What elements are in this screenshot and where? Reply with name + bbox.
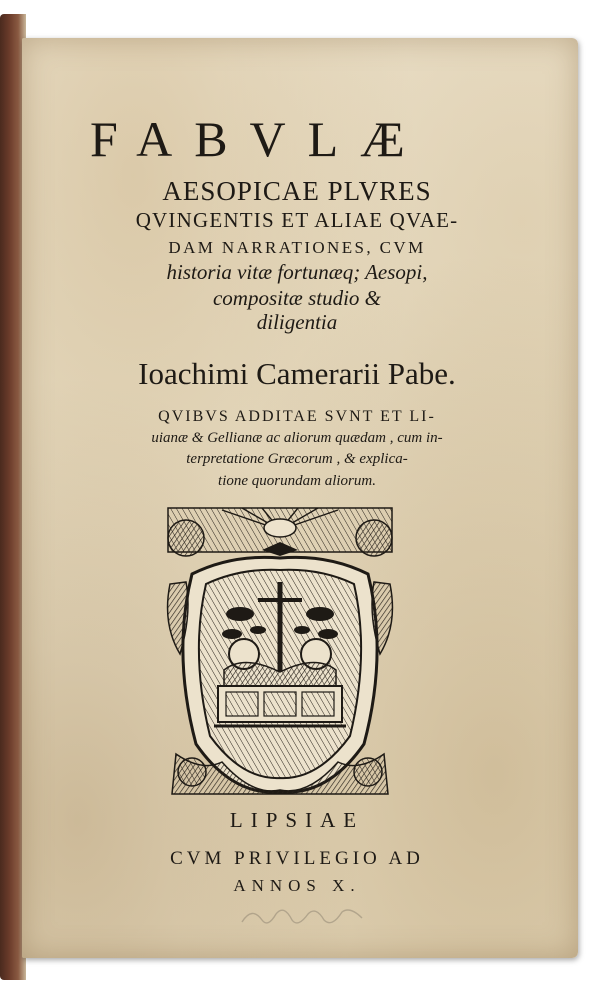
title-line-3: DAM NARRATIONES, CVM (168, 238, 426, 257)
title-line-4: historia vitæ fortunæq; Aesopi, (166, 260, 428, 284)
privilege-line-2: ANNOS X. (233, 876, 361, 895)
pencil-annotation-mark (238, 898, 368, 934)
title-line-1: AESOPICAE PLVRES (162, 176, 432, 206)
imprint-place: LIPSIAE (229, 808, 365, 832)
title-line-6: diligentia (256, 310, 338, 334)
title-line-5: compositæ studio & (212, 286, 381, 310)
author-line: Ioachimi Camerarii Pabe. (138, 356, 456, 391)
title-page (22, 38, 578, 958)
woodcut-printers-device (162, 504, 398, 800)
addenda-line-4: tione quorundam aliorum. (218, 473, 376, 489)
addenda-line-3: terpretatione Græcorum , & explica- (186, 451, 408, 467)
title-line-2: QVINGENTIS ET ALIAE QVAE- (135, 208, 459, 232)
addenda-line-2: uianæ & Gellianæ ac aliorum quædam , cum in- (151, 430, 443, 446)
addenda-line-1: QVIBVS ADDITAE SVNT ET LI- (158, 408, 436, 425)
privilege-line-1: CVM PRIVILEGIO AD (170, 848, 424, 869)
book-title: FABVLÆ (90, 111, 427, 167)
